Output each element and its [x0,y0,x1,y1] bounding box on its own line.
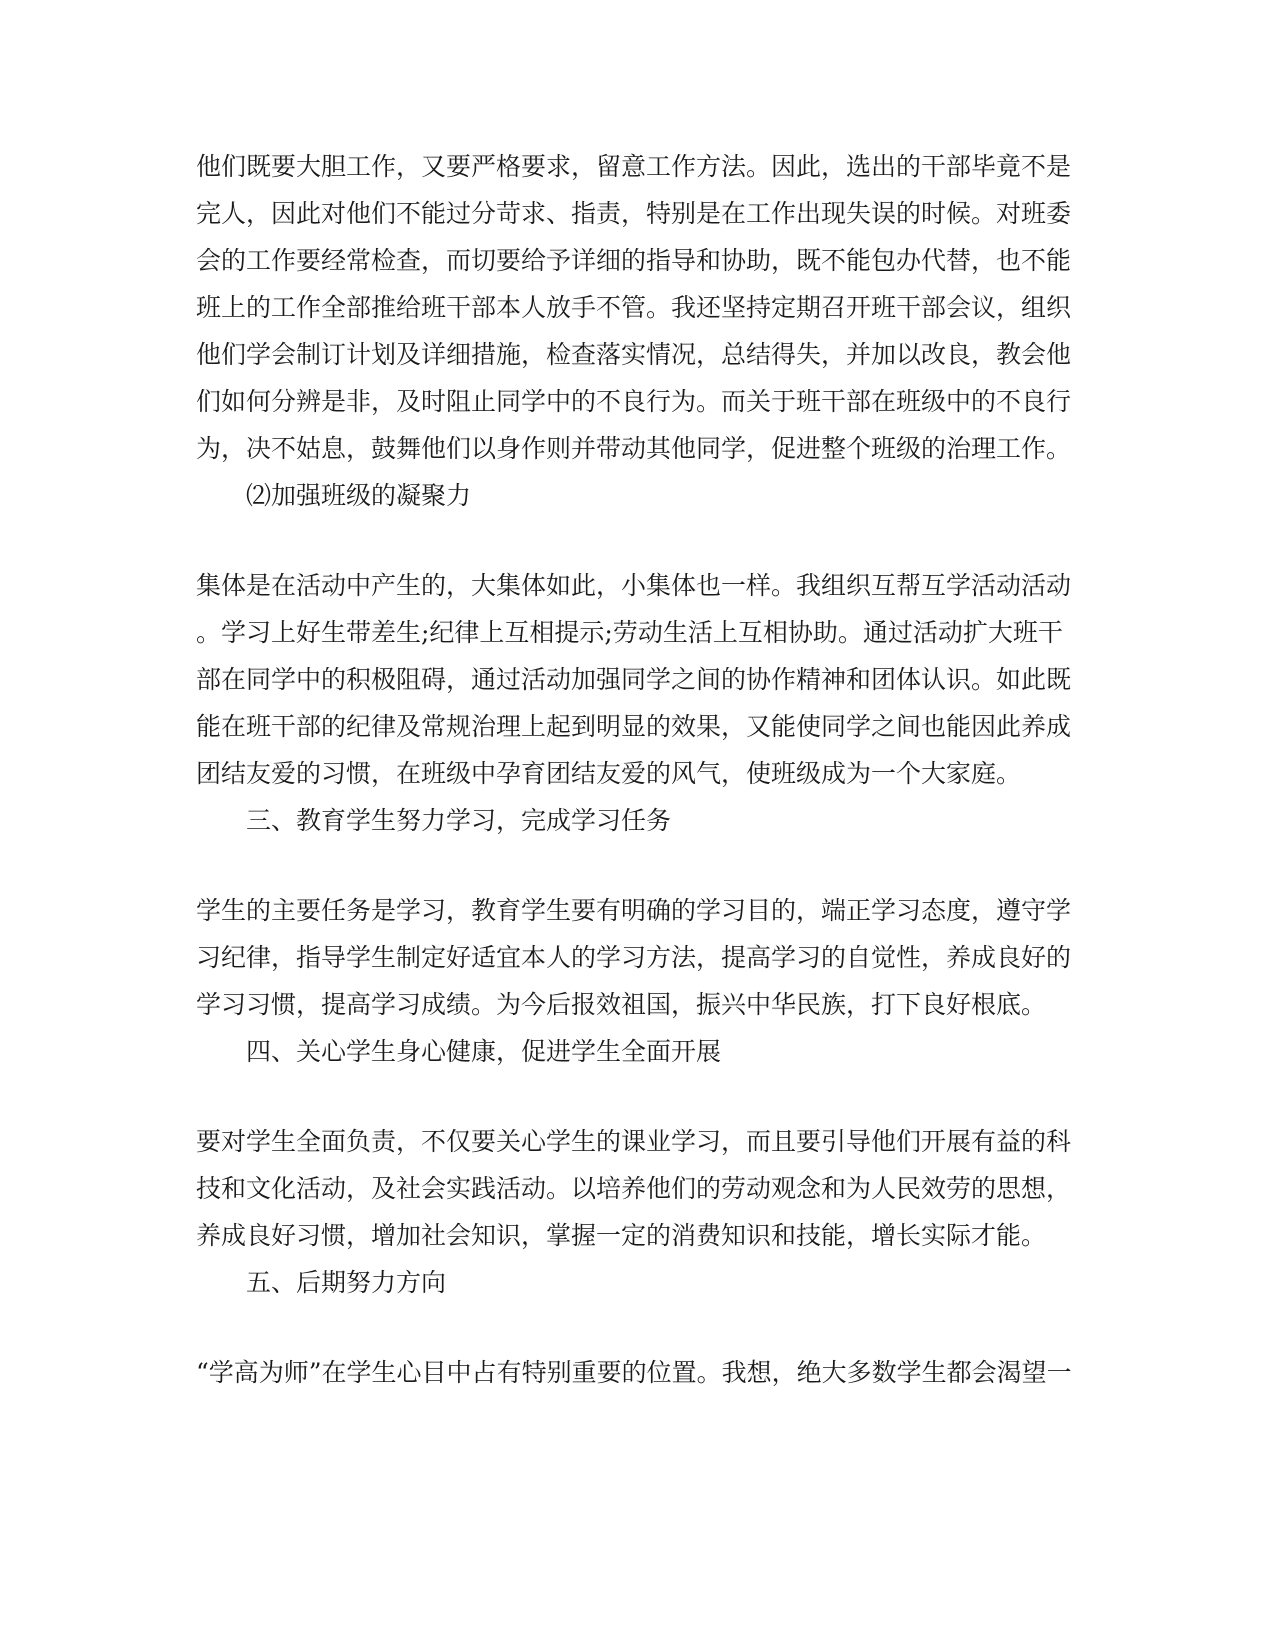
body-text-line: 们如何分辨是非，及时阻止同学中的不良行为。而关于班干部在班级中的不良行 [196,387,1072,416]
section-heading: 五、后期努力方向 [246,1268,447,1297]
section-heading: 三、教育学生努力学习，完成学习任务 [246,806,672,835]
body-text-line: 技和文化活动，及社会实践活动。以培养他们的劳动观念和为人民效劳的思想， [196,1174,1072,1203]
body-text-line: 为，决不姑息，鼓舞他们以身作则并带动其他同学，促进整个班级的治理工作。 [196,434,1072,463]
body-text-line: “学高为师”在学生心目中占有特别重要的位置。我想，绝大多数学生都会渴望一 [196,1358,1072,1387]
body-text-line: 部在同学中的积极阻碍，通过活动加强同学之间的协作精神和团体认识。如此既 [196,665,1072,694]
body-text-line: 他们既要大胆工作，又要严格要求，留意工作方法。因此，选出的干部毕竟不是 [196,152,1072,181]
body-text-line: 集体是在活动中产生的，大集体如此，小集体也一样。我组织互帮互学活动活动 [196,571,1072,600]
body-text-line: 养成良好习惯，增加社会知识，掌握一定的消费知识和技能，增长实际才能。 [196,1221,1047,1250]
body-text-line: 学习习惯，提高学习成绩。为今后报效祖国，振兴中华民族，打下良好根底。 [196,990,1047,1019]
body-text-line: 。学习上好生带差生;纪律上互相提示;劳动生活上互相协助。通过活动扩大班干 [196,618,1063,647]
body-text-line: 完人，因此对他们不能过分苛求、指责，特别是在工作出现失误的时候。对班委 [196,199,1072,228]
body-text-line: 会的工作要经常检查，而切要给予详细的指导和协助，既不能包办代替，也不能 [196,246,1072,275]
body-text-line: 学生的主要任务是学习，教育学生要有明确的学习目的，端正学习态度，遵守学 [196,896,1072,925]
body-text-line: 班上的工作全部推给班干部本人放手不管。我还坚持定期召开班干部会议，组织 [196,293,1072,322]
body-text-line: 习纪律，指导学生制定好适宜本人的学习方法，提高学习的自觉性，养成良好的 [196,943,1072,972]
body-text-line: 他们学会制订计划及详细措施，检查落实情况，总结得失，并加以改良，教会他 [196,340,1072,369]
body-text-line: 团结友爱的习惯，在班级中孕育团结友爱的风气，使班级成为一个大家庭。 [196,759,1022,788]
section-heading: 四、关心学生身心健康，促进学生全面开展 [246,1037,722,1066]
body-text-line: 能在班干部的纪律及常规治理上起到明显的效果，又能使同学之间也能因此养成 [196,712,1072,741]
body-text-line: 要对学生全面负责，不仅要关心学生的课业学习，而且要引导他们开展有益的科 [196,1127,1072,1156]
subheading: ⑵加强班级的凝聚力 [246,481,472,510]
